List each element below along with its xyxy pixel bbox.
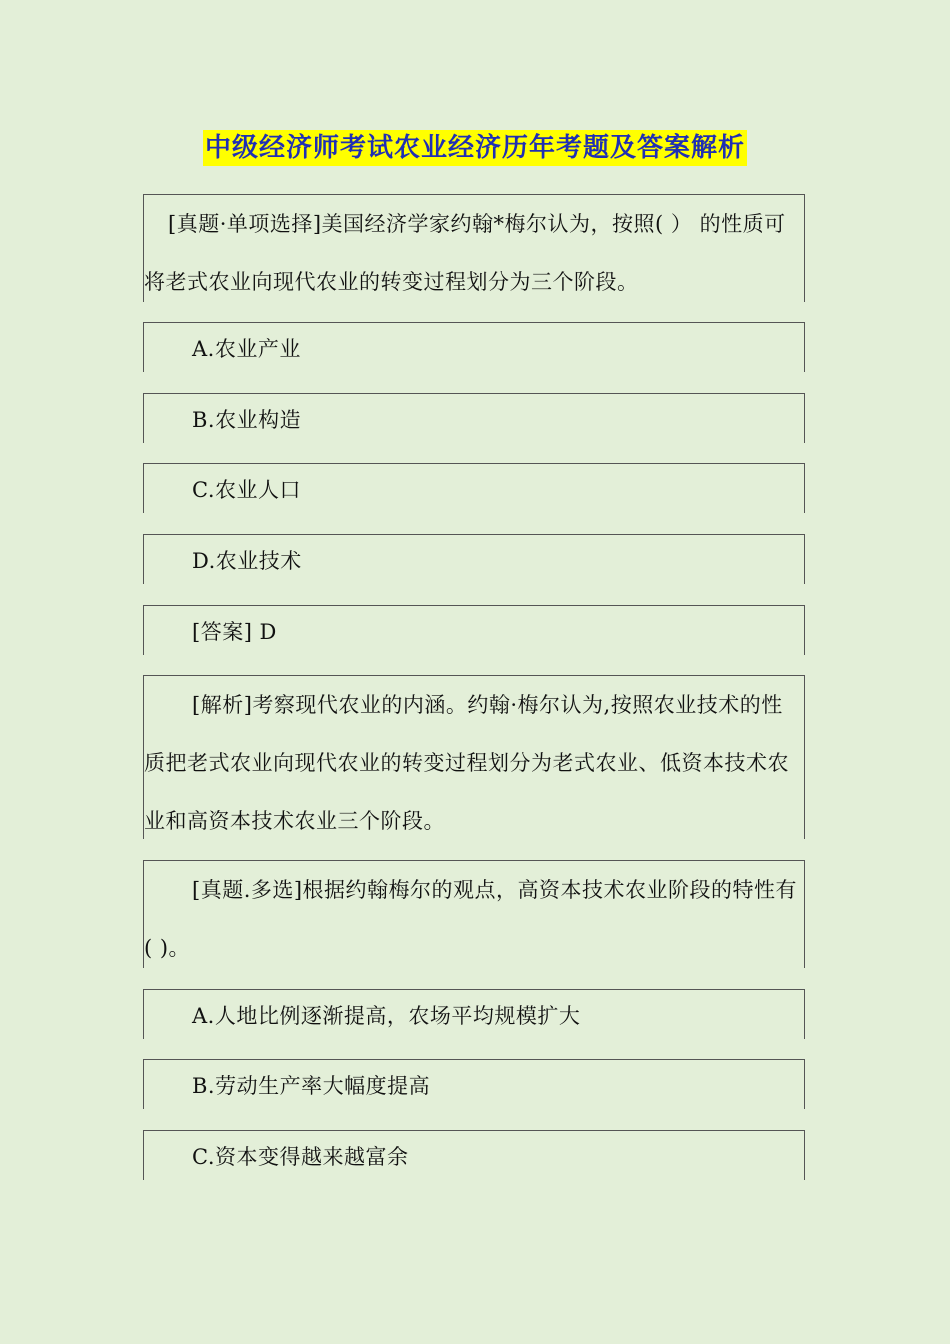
- question1-option-b-box: [143, 393, 805, 443]
- question2-option-b-box: [143, 1059, 805, 1109]
- question2-option-a: A.人地比例逐渐提高，农场平均规模扩大: [192, 1004, 581, 1028]
- question1-stem-box: [143, 194, 805, 302]
- question1-option-a: A.农业产业: [192, 337, 301, 361]
- question1-answer-box: [143, 605, 805, 655]
- question1-analysis: [解析]考察现代农业的内涵。约翰·梅尔认为,按照农业技术的性质把老式农业向现代农业的转变过程划分为老式农业、低资本技术农业和高资本技术农业三个阶段。: [144, 693, 789, 833]
- title-wrap: [0, 130, 950, 166]
- question1-option-b: B.农业构造: [192, 408, 302, 432]
- question2-option-c: C.资本变得越来越富余: [192, 1145, 409, 1169]
- question1-answer: [答案] D: [192, 620, 277, 644]
- question1-option-c-box: [143, 463, 805, 513]
- question2-stem-box: [143, 860, 805, 968]
- question2-option-b: B.劳动生产率大幅度提高: [192, 1074, 431, 1098]
- question1-stem: [真题·单项选择]美国经济学家约翰*梅尔认为，按照( ） 的性质可将老式农业向现代农业的转变过程划分为三个阶段。: [144, 212, 786, 294]
- question1-option-d-box: [143, 534, 805, 584]
- question2-option-a-box: [143, 989, 805, 1039]
- question1-option-d: D.农业技术: [192, 549, 302, 573]
- page-title: 中级经济师考试农业经济历年考题及答案解析: [203, 130, 747, 166]
- question1-option-c: C.农业人口: [192, 478, 301, 502]
- question2-stem: [真题.多选]根据约翰梅尔的观点，高资本技术农业阶段的特性有( )。: [144, 878, 798, 960]
- question1-analysis-box: [143, 675, 805, 839]
- question2-option-c-box: [143, 1130, 805, 1180]
- question1-option-a-box: [143, 322, 805, 372]
